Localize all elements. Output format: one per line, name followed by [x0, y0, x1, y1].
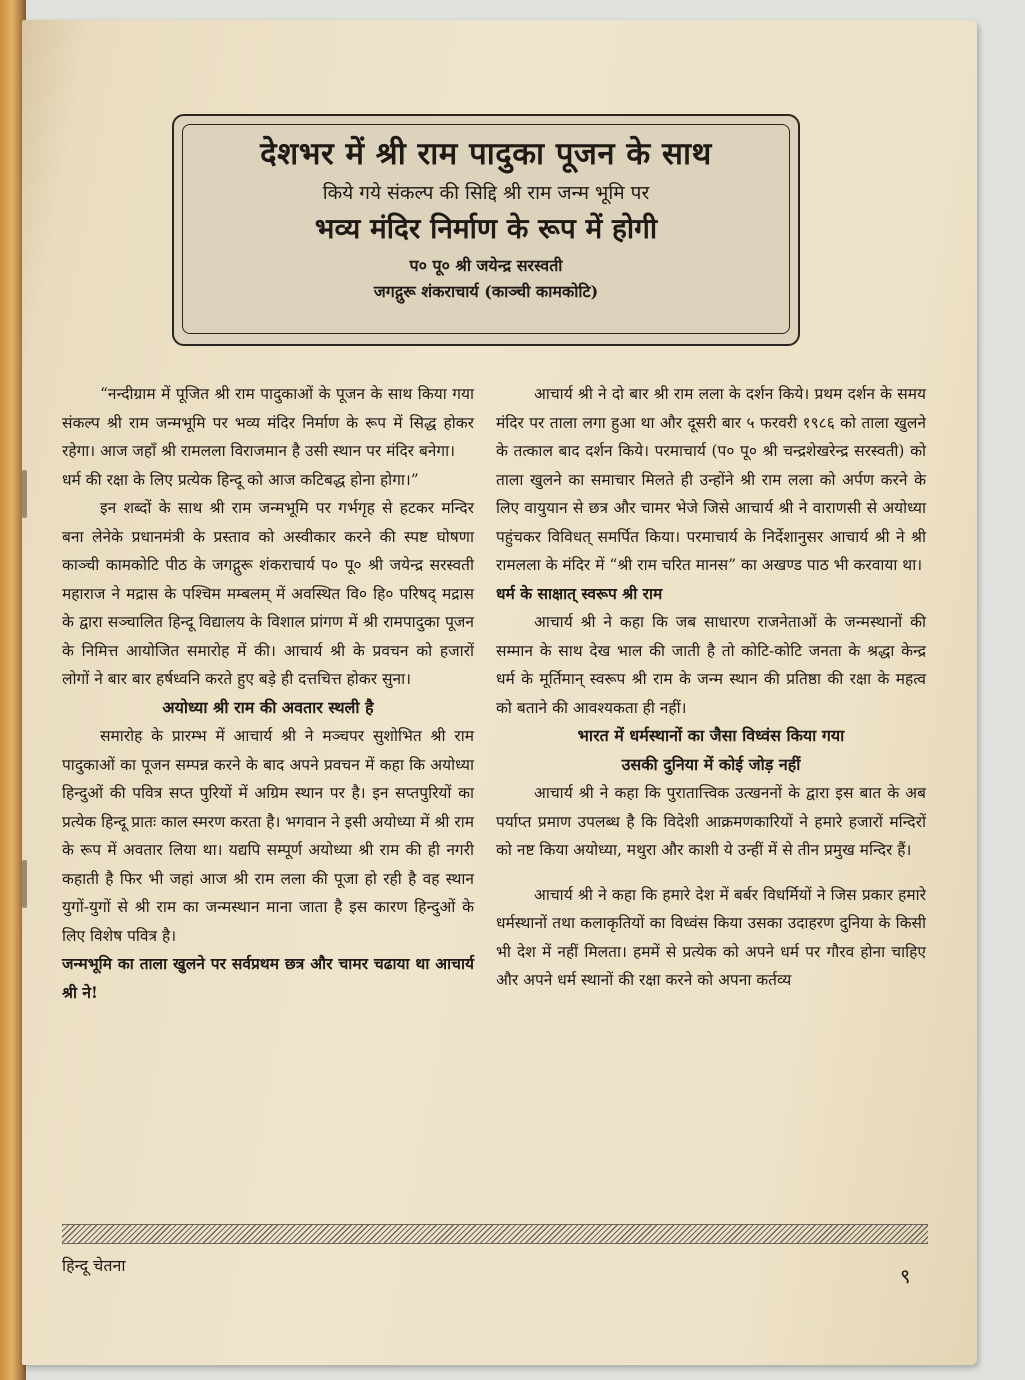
- section-subheading: अयोध्या श्री राम की अवतार स्थली है: [162, 697, 374, 717]
- headline-line-1: देशभर में श्री राम पादुका पूजन के साथ: [260, 136, 712, 172]
- section-subheading: धर्म के साक्षात् स्वरूप श्री राम: [496, 583, 663, 603]
- binding-staple: [22, 470, 27, 518]
- page-number: ९: [900, 1264, 911, 1288]
- paragraph: इन शब्दों के साथ श्री राम जन्मभूमि पर गर्भगृह से हटकर मन्दिर बना लेनेके प्रधानमंत्री के प्रस्ताव को अस्वीकार करने की स्पष्ट घोषणा काञ्ची कामकोटि पीठ के जगद्गुरू शंकराचार्य प० पू० श्री जयेन्द्र सरस्वती महाराज ने मद्रास के पश्चिम मम्बलम् में अवस्थित वि० हि० परिषद् मद्रास के द्वारा सञ्चालित हिन्दू विद्यालय के विशाल प्रांगण में श्री रामपादुका पूजन के निमित्त आयोजित समारोह में की। आचार्य श्री के प्रवचन को हजारों लोगों ने बार बार हर्षध्वनि करते हुए बड़े ही दत्तचित्त होकर सुना।: [62, 499, 474, 688]
- headline-line-3: भव्य मंदिर निर्माण के रूप में होगी: [314, 212, 658, 245]
- paragraph: आचार्य श्री ने दो बार श्री राम लला के दर्शन किये। प्रथम दर्शन के समय मंदिर पर ताला लगा हुआ था और दूसरी बार ५ फरवरी १९८६ को ताला खुलने के तत्काल बाद दर्शन किये। परमाचार्य (प० पू० श्री चन्द्रशेखरेन्द्र सरस्वती) को ताला खुलने का समाचार मिलते ही उन्होंने श्री राम लला को अर्पण करने के लिए वायुयान से छत्र और चामर भेजे जिसे आचार्य श्री ने वाराणसी से अयोध्या पहुंचकर विविधत् समर्पित किया। परमाचार्य के निर्देशानुसर आचार्य श्री ने श्री रामलला के मंदिर में “श्री राम चरित मानस” का अखण्ड पाठ भी करवाया था।: [496, 385, 926, 574]
- headline-author-title: जगद्गुरू शंकराचार्य (काञ्ची कामकोटि): [373, 282, 599, 301]
- paragraph-gap: [496, 865, 926, 881]
- paragraph: आचार्य श्री ने कहा कि पुरातात्त्विक उत्खननों के द्वारा इस बात के अब पर्याप्त प्रमाण उपलब्ध है कि विदेशी आक्रमणकारियों ने हमारे हजारों मन्दिरों को नष्ट किया अयोध्या, मथुरा और काशी ये उन्हीं में से तीन प्रमुख मन्दिर हैं।: [496, 784, 926, 859]
- paragraph: समारोह के प्रारम्भ में आचार्य श्री ने मञ्चपर सुशोभित श्री राम पादुकाओं का पूजन सम्पन्न करने के बाद अपने प्रवचन में कहा कि अयोध्या हिन्दुओं की पवित्र सप्त पुरियों में अग्रिम स्थान पर है। इन सप्तपुरियों का प्रत्येक हिन्दू प्रातः काल स्मरण करता है। भगवान ने इसी अयोध्या में श्री राम के रूप में अवतार लिया था। यद्यपि सम्पूर्ण अयोध्या श्री राम की ही नगरी कहाती है फिर भी जहां आज श्री राम लला की पूजा हो रही है वह स्थान युगों-युगों से श्री राम का जन्मस्थान माना जाता है इस कारण हिन्दुओं के लिए विशेष पवित्र है।: [62, 727, 474, 945]
- section-subheading: जन्मभूमि का ताला खुलने पर सर्वप्रथम छत्र और चामर चढाया था आचार्य श्री ने!: [62, 954, 474, 1002]
- headline-author: प० पू० श्री जयेन्द्र सरस्वती: [409, 256, 563, 275]
- headline-line-2: किये गये संकल्प की सिद्दि श्री राम जन्म भूमि पर: [322, 182, 650, 204]
- article-column-right: [496, 380, 926, 995]
- magazine-name: हिन्दू चेतना: [62, 1256, 126, 1275]
- paragraph: आचार्य श्री ने कहा कि जब साधारण राजनेताओं के जन्मस्थानों की सम्मान के साथ देख भाल की जाती है तो कोटि-कोटि जनता के श्रद्धा केन्द्र धर्म के मूर्तिमान् स्वरूप श्री राम के जन्म स्थान की प्रतिष्ठा की रक्षा के महत्व को बताने की आवश्यकता ही नहीं।: [496, 613, 926, 717]
- binding-staple: [22, 860, 27, 908]
- section-subheading: उसकी दुनिया में कोई जोड़ नहीं: [621, 754, 801, 774]
- headline: [182, 124, 790, 334]
- paragraph: “नन्दीग्राम में पूजित श्री राम पादुकाओं के पूजन के साथ किया गया संकल्प श्री राम जन्मभूमि पर भव्य मंदिर निर्माण के रूप में सिद्ध होकर रहेगा। आज जहाँ श्री रामलला विराजमान है उसी स्थान पर मंदिर बनेगा।: [62, 385, 474, 460]
- paragraph: धर्म की रक्षा के लिए प्रत्येक हिन्दू को आज कटिबद्ध होना होगा।”: [62, 470, 419, 489]
- footer-hatched-rule: [62, 1224, 928, 1244]
- paragraph: आचार्य श्री ने कहा कि हमारे देश में बर्बर विधर्मियों ने जिस प्रकार हमारे धर्मस्थानों तथा कलाकृतियों का विध्वंस किया उसका उदाहरण दुनिया के किसी भी देश में नहीं मिलता। हममें से प्रत्येक को अपने धर्म पर गौरव होना चाहिए और अपने धर्म स्थानों की रक्षा करने को अपना कर्तव्य: [496, 885, 926, 989]
- article-column-left: [62, 380, 474, 1007]
- section-subheading: भारत में धर्मस्थानों का जैसा विध्वंस किया गया: [577, 726, 845, 745]
